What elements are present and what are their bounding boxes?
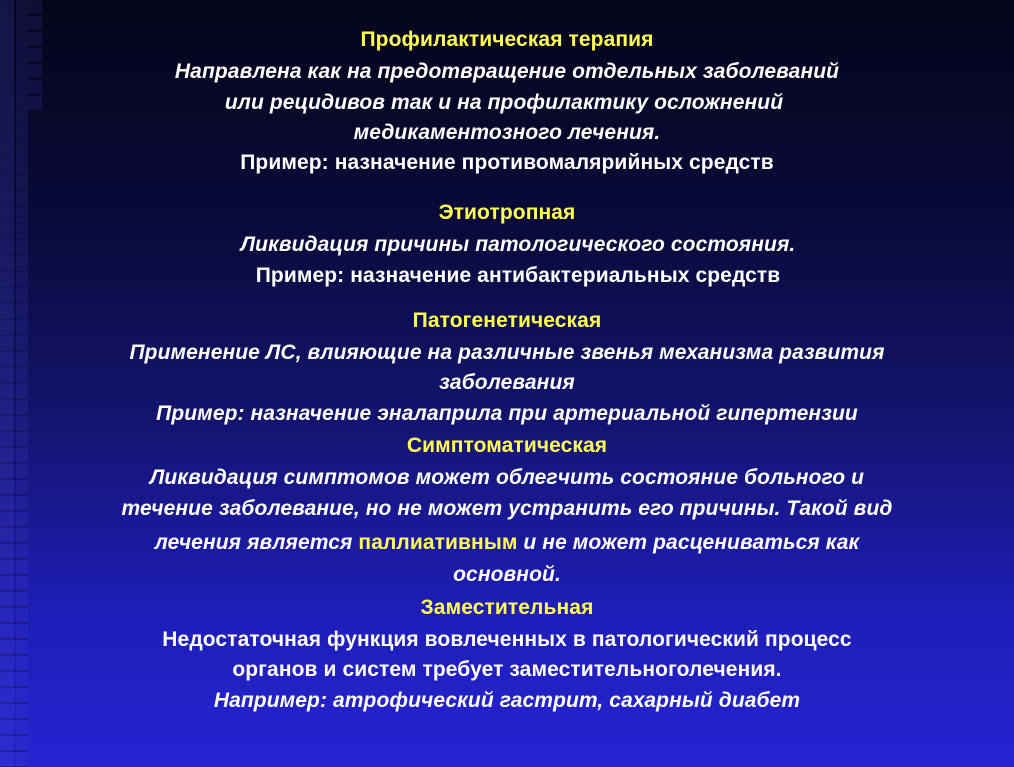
substitutive-example: Например: атрофический гастрит, сахарный диабет [213,689,801,712]
section-title-etiotropic: Этиотропная [438,201,576,224]
etiotropic-line-1: Ликвидация причины патологического состояния. [240,233,796,256]
prophylactic-line-2: или рецидивов так и на профилактику осложнений [224,91,784,114]
prophylactic-line-3: медикаментозного лечения. [353,121,661,144]
substitutive-line-1: Недостаточная функция вовлеченных в патологический процесс [162,628,852,651]
section-title-prophylactic: Профилактическая терапия [360,28,654,51]
symptomatic-line-3 [0,528,1014,558]
section-title-symptomatic: Симптоматическая [406,434,608,457]
symptomatic-line-2: течение заболевание, но не может устранить его причины. Такой вид [121,497,893,520]
substitutive-line-2: органов и систем требует заместительноголечения. [232,658,782,681]
pathogenetic-line-2: заболевания [439,371,575,394]
etiotropic-example: Пример: назначение антибактериальных средств [255,264,781,287]
symptomatic-line-4: основной. [453,563,561,586]
symptomatic-line-3-before: лечения является [154,531,359,554]
section-title-pathogenetic: Патогенетическая [412,309,602,332]
pathogenetic-line-1: Применение ЛС, влияющие на различные звенья механизма развития [129,341,885,364]
prophylactic-example: Пример: назначение противомалярийных средств [240,151,774,174]
pathogenetic-example: Пример: назначение эналаприла при артериальной гипертензии [156,402,858,425]
prophylactic-line-1: Направлена как на предотвращение отдельных заболеваний [174,60,840,83]
section-title-substitutive: Заместительная [420,596,594,619]
palliative-highlight: паллиативным [358,531,518,554]
symptomatic-line-3-after: и не может расцениваться как [517,531,860,554]
symptomatic-line-1: Ликвидация симптомов может облегчить состояние больного и [149,466,865,489]
